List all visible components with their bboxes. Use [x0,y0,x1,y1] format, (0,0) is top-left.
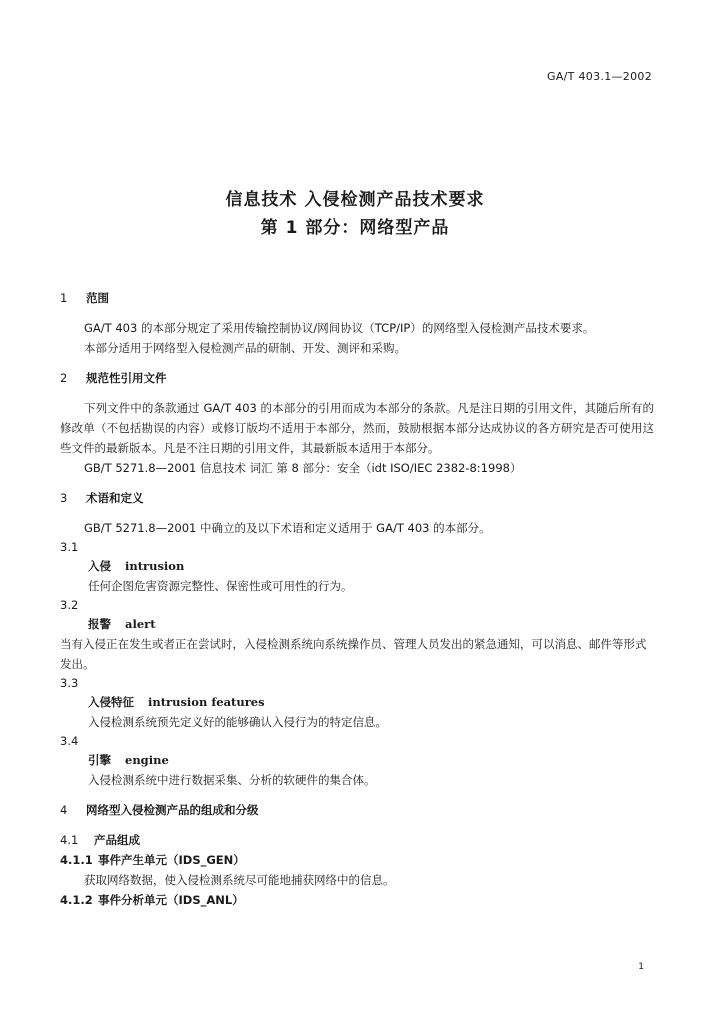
term-number: 3.4 [60,734,79,748]
document-title [0,186,710,242]
subsection-number: 4.1 [60,833,79,847]
page-number: 1 [638,962,644,972]
title-line-2: 第 1 部分：网络型产品 [260,218,450,238]
section-number: 1 [60,291,68,305]
term-cn: 报警 [88,617,111,631]
term-definition: 入侵检测系统中进行数据采集、分析的软硬件的集合体。 [88,773,376,787]
term-definition: 当有入侵正在发生或者正在尝试时，入侵检测系统向系统操作员、管理人员发出的紧急通知，可以消息、邮件等形式发出。 [60,637,647,671]
section-number: 4 [60,803,68,817]
subsection-number: 4.1.1 [60,853,93,867]
term-en: engine [125,753,169,767]
section-2-reference: GB/T 5271.8—2001 信息技术 词汇 第 8 部分：安全（idt ISO/IEC 2382-8:1998） [84,461,522,475]
term-cn: 入侵特征 [88,695,134,709]
subsection-4-1-1-heading [60,850,654,870]
standard-code: GA/T 403.1—2002 [547,70,652,83]
term-definition: 入侵检测系统预先定义好的能够确认入侵行为的特定信息。 [88,715,387,729]
term-en: intrusion features [148,695,265,709]
term-number: 3.1 [60,540,79,554]
term-heading [60,614,654,634]
subsection-number: 4.1.2 [60,893,93,907]
section-1-heading [60,288,654,308]
term-definition: 任何企图危害资源完整性、保密性或可用性的行为。 [88,579,353,593]
section-2-heading [60,368,654,388]
term-number: 3.3 [60,676,79,690]
term-en: intrusion [125,559,185,573]
subsection-4-1-1-paragraph: 获取网络数据，使入侵检测系统尽可能地捕获网络中的信息。 [84,873,395,887]
term-cn: 入侵 [88,559,111,573]
term-number: 3.2 [60,598,79,612]
term-heading [60,692,654,712]
subsection-title: 事件分析单元（IDS_ANL） [98,893,244,907]
section-2-paragraph-1: 下列文件中的条款通过 GA/T 403 的本部分的引用而成为本部分的条款。凡是注日期的引用文件，其随后所有的修改单（不包括勘误的内容）或修订版均不适用于本部分，然而，鼓励根据本部分达成协议的各方研究是否可使用这些文件的最新版本。凡是不注日期的引用文件，其最新版本适用于本部分。 [60,401,654,455]
section-3-paragraph-1: GB/T 5271.8—2001 中确立的及以下术语和定义适用于 GA/T 403 的本部分。 [84,521,491,535]
section-title: 规范性引用文件 [86,371,167,385]
section-title: 范围 [86,291,109,305]
section-1-paragraph-2: 本部分适用于网络型入侵检测产品的研制、开发、测评和采购。 [84,341,406,355]
section-title: 网络型入侵检测产品的组成和分级 [86,803,259,817]
section-number: 2 [60,371,68,385]
subsection-title: 事件产生单元（IDS_GEN） [98,853,245,867]
document-body [60,288,654,910]
term-heading [60,556,654,576]
term-cn: 引擎 [88,753,111,767]
subsection-4-1-2-heading [60,890,654,910]
title-line-1: 信息技术 入侵检测产品技术要求 [225,190,485,210]
subsection-title: 产品组成 [94,833,140,847]
subsection-4-1-heading [60,830,654,850]
term-en: alert [125,617,156,631]
term-heading [60,750,654,770]
section-title: 术语和定义 [86,491,144,505]
section-3-heading [60,488,654,508]
section-number: 3 [60,491,68,505]
section-4-heading [60,800,654,820]
section-1-paragraph-1: GA/T 403 的本部分规定了采用传输控制协议/网间协议（TCP/IP）的网络型入侵检测产品技术要求。 [84,321,595,335]
